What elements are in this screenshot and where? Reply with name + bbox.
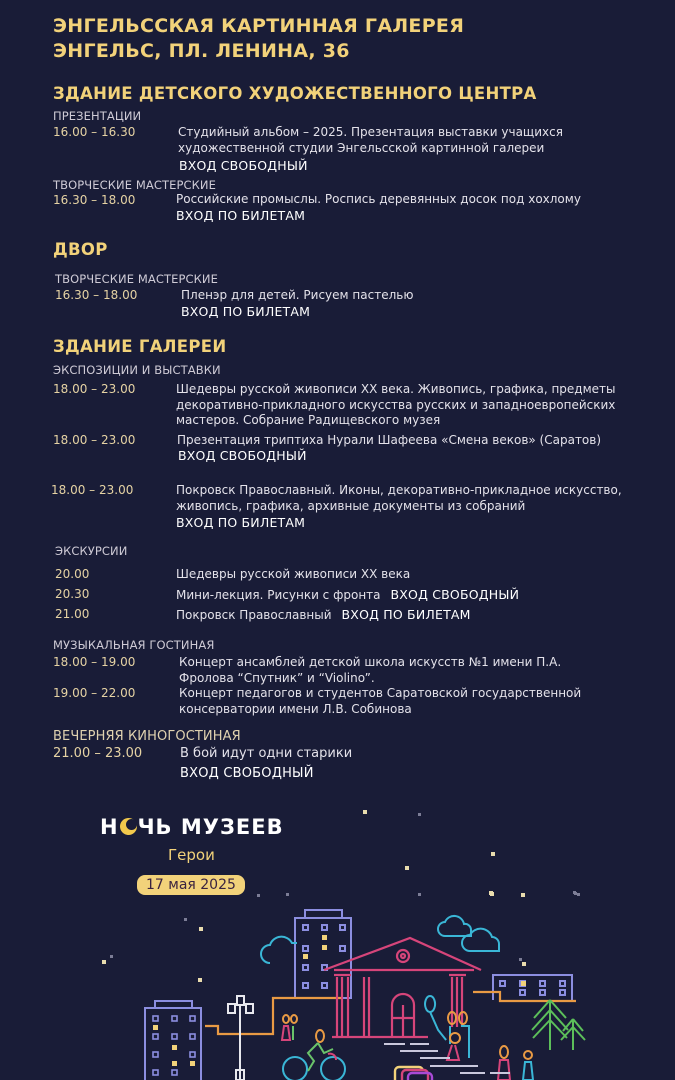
- event-description: В бой идут одни старики: [180, 746, 353, 761]
- category-label: ТВОРЧЕСКИЕ МАСТЕРСКИЕ: [55, 272, 218, 286]
- gallery-address: ЭНГЕЛЬС, ПЛ. ЛЕНИНА, 36: [53, 40, 350, 62]
- tree-icon: [532, 1000, 585, 1050]
- event-time: 18.00 – 23.00: [53, 433, 136, 447]
- event-time: 20.00: [55, 567, 90, 581]
- event-description: Концерт ансамблей детской школа искусств №1 имени П.А. Фролова “Спутник” и “Violino”.: [179, 655, 562, 685]
- category-label: ЭКСКУРСИИ: [55, 544, 128, 558]
- event-time: 18.00 – 23.00: [53, 382, 136, 396]
- event-description: Пленэр для детей. Рисуем пастелью: [181, 288, 414, 302]
- entry-status: ВХОД ПО БИЛЕТАМ: [176, 208, 306, 223]
- event-description: [176, 587, 519, 604]
- event-description: Шедевры русской живописи ХХ века. Живопись, графика, предметы декоративно-прикладного искусства русских и западноевропейских мастеров. Собрание Радищевского музея: [176, 382, 616, 427]
- category-label: ТВОРЧЕСКИЕ МАСТЕРСКИЕ: [53, 178, 216, 192]
- section-title-children-center: ЗДАНИЕ ДЕТСКОГО ХУДОЖЕСТВЕННОГО ЦЕНТРА: [53, 84, 537, 103]
- event-time: 21.00: [55, 607, 90, 621]
- museum-icon: [324, 938, 481, 1037]
- logo-text: ЧЬ МУЗЕЕВ: [137, 815, 284, 839]
- building-icon: [493, 975, 572, 1000]
- logo-letter: Н: [100, 815, 119, 839]
- people-icon: [498, 1046, 533, 1080]
- event-date-badge: 17 мая 2025: [137, 875, 245, 895]
- gallery-name: ЭНГЕЛЬССКАЯ КАРТИННАЯ ГАЛЕРЕЯ: [53, 15, 465, 37]
- cloud-icon: [261, 916, 499, 963]
- entry-status: ВХОД СВОБОДНЫЙ: [390, 587, 520, 602]
- event-time: 20.30: [55, 587, 90, 601]
- entry-status: ВХОД ПО БИЛЕТАМ: [176, 515, 306, 530]
- category-label: ЭКСПОЗИЦИИ И ВЫСТАВКИ: [53, 363, 221, 377]
- event-description: [176, 607, 471, 624]
- event-time: 16.30 – 18.00: [53, 193, 136, 207]
- building-icon: [145, 1001, 201, 1080]
- event-description-text: Покровск Православный: [176, 608, 332, 622]
- entry-status: ВХОД ПО БИЛЕТАМ: [181, 304, 311, 319]
- people-icon: [282, 1015, 297, 1040]
- category-label: МУЗЫКАЛЬНАЯ ГОСТИНАЯ: [53, 638, 215, 652]
- category-label: ВЕЧЕРНЯЯ КИНОГОСТИНАЯ: [53, 729, 241, 744]
- event-time: 18.00 – 23.00: [51, 483, 134, 497]
- event-description-text: Мини-лекция. Рисунки с фронта: [176, 588, 381, 602]
- event-time: 18.00 – 19.00: [53, 655, 136, 669]
- poster-subtitle: Герои: [168, 846, 215, 864]
- event-description: Российские промыслы. Роспись деревянных досок под хохлому: [176, 192, 581, 206]
- section-title-gallery-building: ЗДАНИЕ ГАЛЕРЕИ: [53, 337, 227, 356]
- city-illustration: [0, 790, 675, 1080]
- entry-status: ВХОД ПО БИЛЕТАМ: [341, 607, 471, 622]
- event-time: 21.00 – 23.00: [53, 746, 143, 761]
- event-description: Шедевры русской живописи ХХ века: [176, 567, 411, 581]
- event-description: Студийный альбом – 2025. Презентация выставки учащихся художественной студии Энгельсской картинной галереи: [178, 125, 563, 155]
- entry-status: ВХОД СВОБОДНЫЙ: [178, 448, 307, 463]
- event-description: Презентация триптиха Нурали Шафеева «Смена веков» (Саратов): [177, 433, 602, 447]
- event-time: 19.00 – 22.00: [53, 686, 136, 700]
- star-icon: [102, 810, 526, 982]
- event-time: 16.00 – 16.30: [53, 125, 136, 139]
- entry-status: ВХОД СВОБОДНЫЙ: [179, 158, 308, 173]
- category-label: ПРЕЗЕНТАЦИИ: [53, 109, 142, 123]
- street-lamp-icon: [228, 996, 253, 1080]
- section-title-courtyard: ДВОР: [53, 240, 108, 259]
- event-description: Концерт педагогов и студентов Саратовской государственной консерватории имени Л.В. Собинова: [179, 686, 582, 716]
- event-time: 16.30 – 18.00: [55, 288, 138, 302]
- car-icon: [395, 1067, 432, 1080]
- event-description: Покровск Православный. Иконы, декоративно-прикладное искусство, живопись, графика, архивные документы из собраний: [176, 483, 622, 513]
- entry-status: ВХОД СВОБОДНЫЙ: [180, 766, 314, 781]
